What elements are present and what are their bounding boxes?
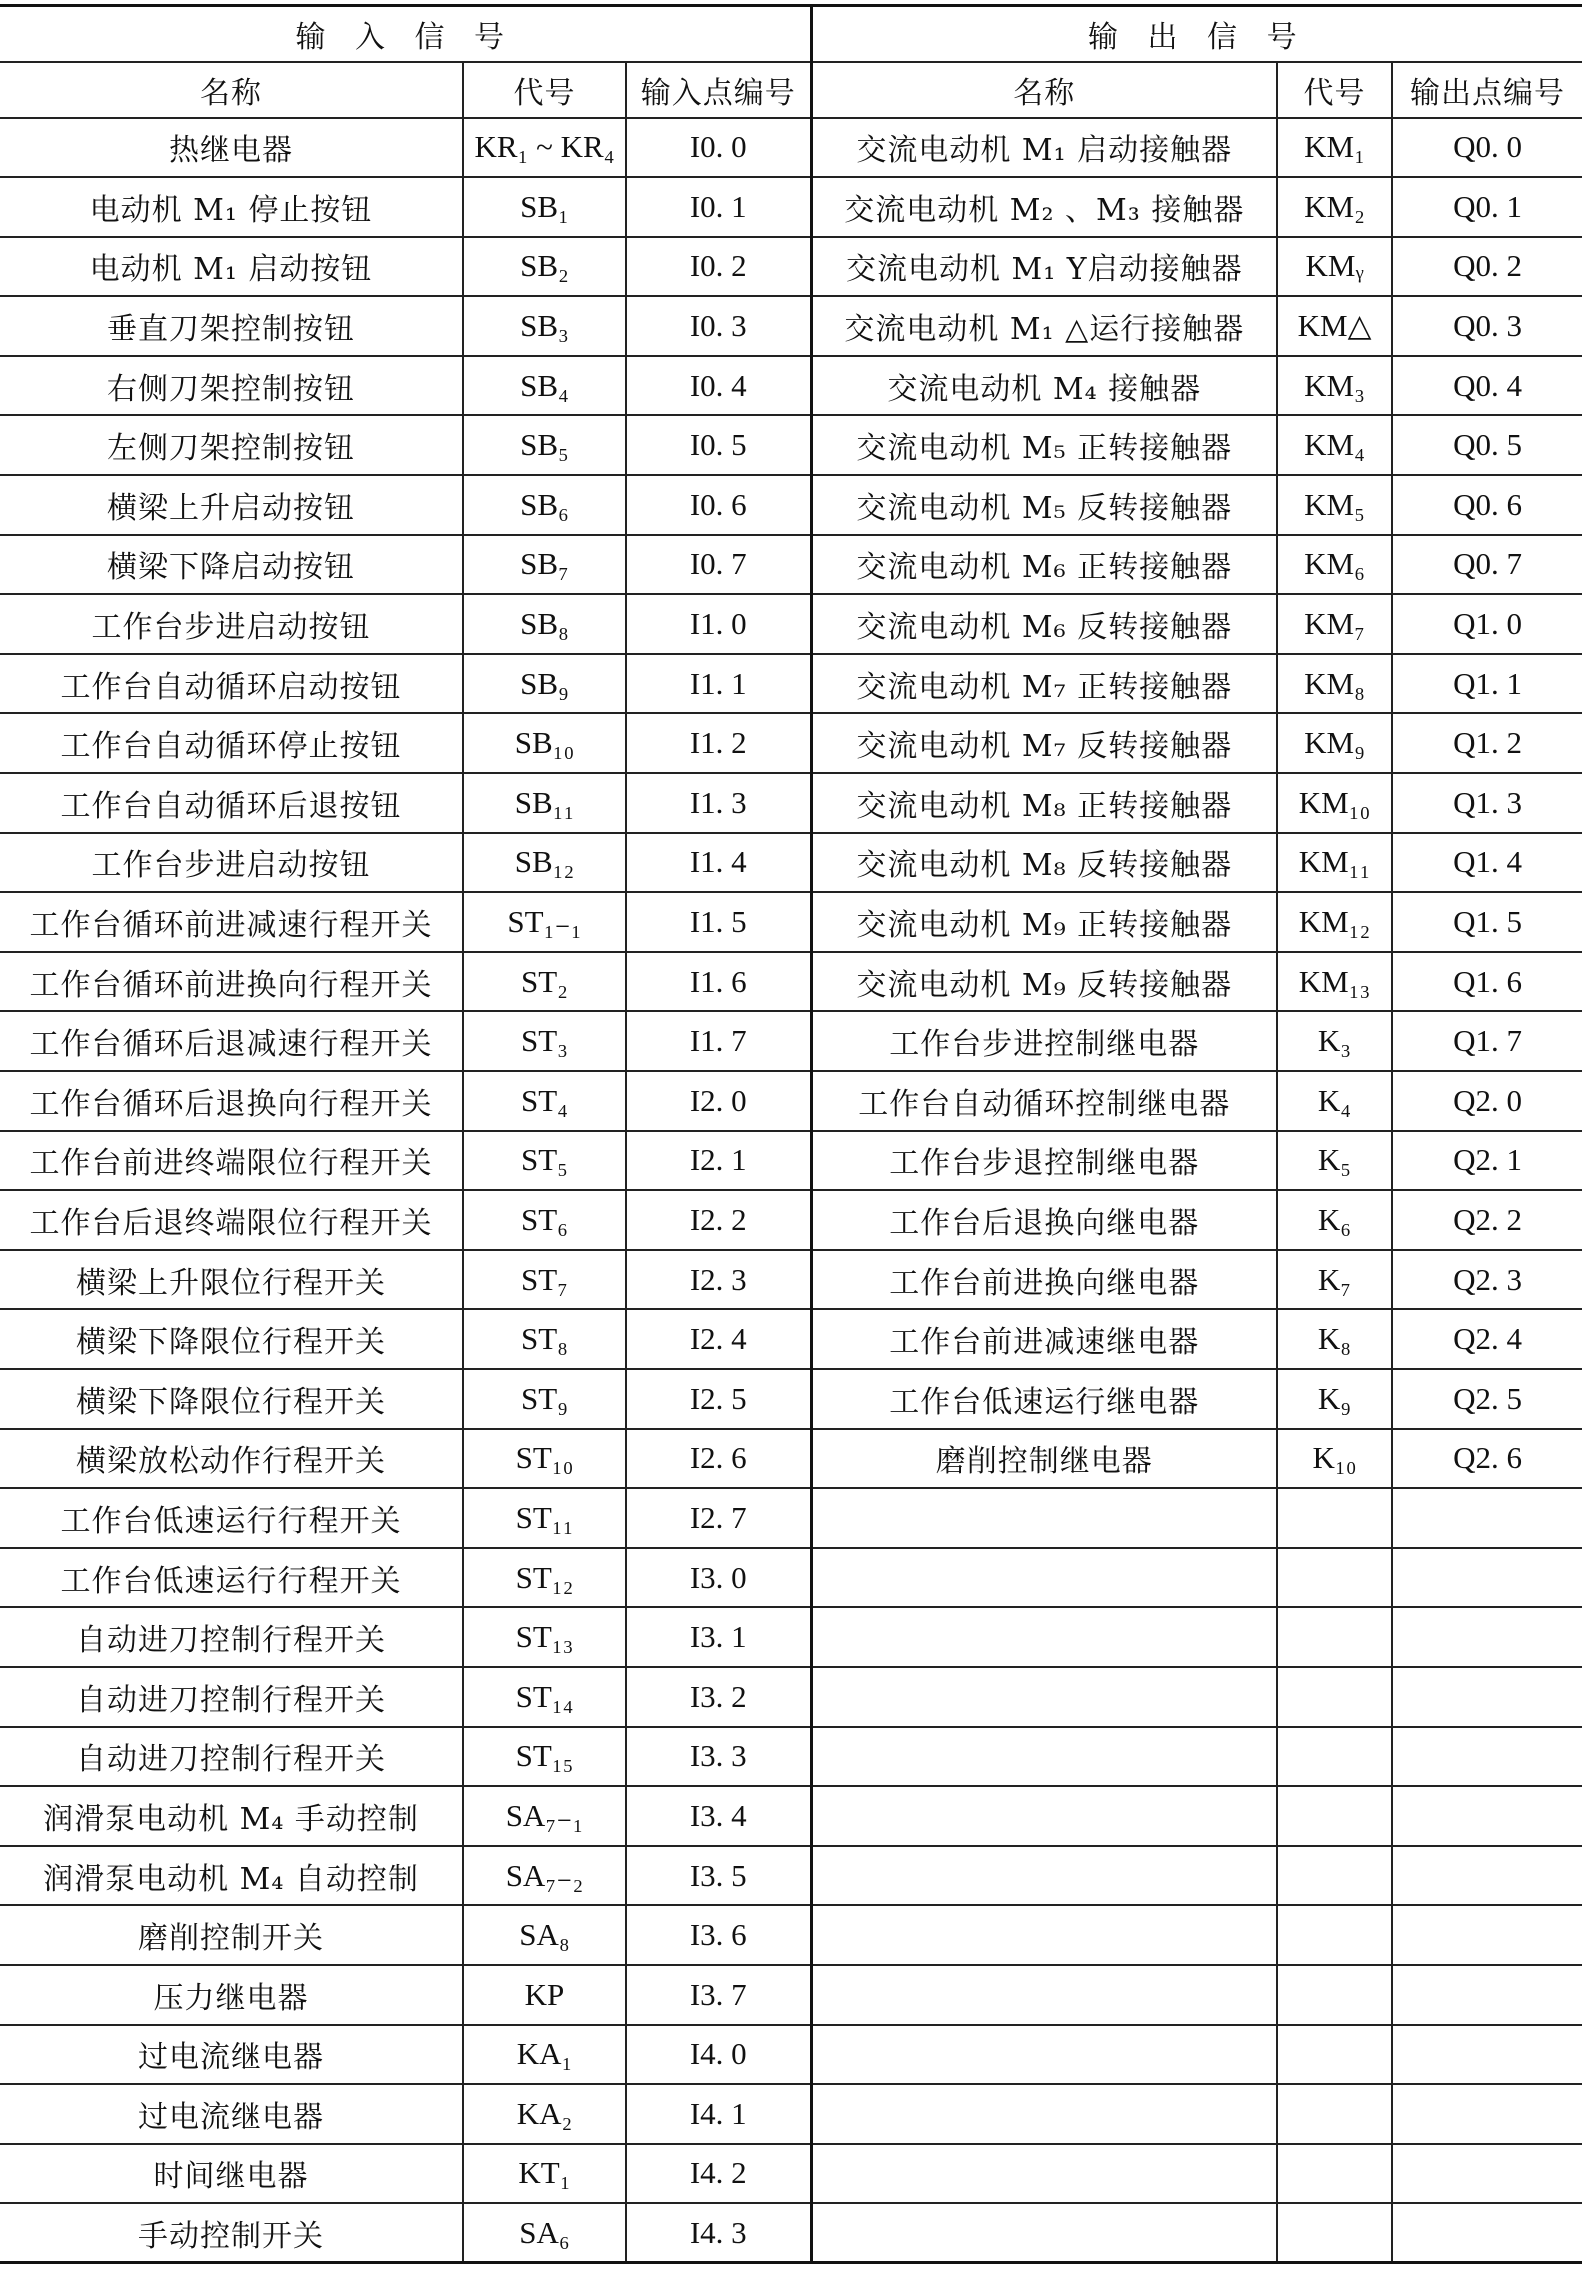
output-code-cell: KM₁₂ (1277, 892, 1392, 952)
input-name-cell: 自动进刀控制行程开关 (0, 1607, 463, 1667)
table-row (0, 1488, 1582, 1548)
input-point-cell: I3. 2 (626, 1667, 811, 1727)
input-name-cell: 横梁下降启动按钮 (0, 535, 463, 595)
input-code-cell: ST₄ (463, 1071, 626, 1131)
output-point-cell (1392, 1786, 1582, 1846)
table-row (0, 2084, 1582, 2144)
output-point-cell: Q0. 6 (1392, 475, 1582, 535)
input-code-cell: ST₁₁ (463, 1488, 626, 1548)
table-row (0, 773, 1582, 833)
input-name-cell: 左侧刀架控制按钮 (0, 415, 463, 475)
input-name-cell: 工作台自动循环启动按钮 (0, 654, 463, 714)
input-name-cell: 工作台步进启动按钮 (0, 833, 463, 893)
group-header-row (0, 6, 1582, 62)
output-code-cell: KM₅ (1277, 475, 1392, 535)
input-point-cell: I0. 3 (626, 296, 811, 356)
input-point-cell: I0. 5 (626, 415, 811, 475)
output-name-cell (811, 1846, 1277, 1906)
output-point-cell: Q0. 5 (1392, 415, 1582, 475)
input-name-cell: 工作台后退终端限位行程开关 (0, 1190, 463, 1250)
input-point-cell: I1. 2 (626, 713, 811, 773)
input-name-cell: 横梁上升限位行程开关 (0, 1250, 463, 1310)
input-code-cell: SB₉ (463, 654, 626, 714)
output-code-cell: KM₈ (1277, 654, 1392, 714)
output-name-cell: 工作台前进换向继电器 (811, 1250, 1277, 1310)
input-code-cell: SA₇₋₂ (463, 1846, 626, 1906)
input-name-cell: 电动机 M₁ 停止按钮 (0, 177, 463, 237)
output-code-cell: K₇ (1277, 1250, 1392, 1310)
input-point-cell: I2. 2 (626, 1190, 811, 1250)
output-code-cell: KM₁₀ (1277, 773, 1392, 833)
input-name-cell: 工作台循环后退减速行程开关 (0, 1011, 463, 1071)
input-code-cell: ST₅ (463, 1131, 626, 1191)
output-point-cell: Q1. 2 (1392, 713, 1582, 773)
output-name-cell: 工作台低速运行继电器 (811, 1369, 1277, 1429)
output-code-cell: K₉ (1277, 1369, 1392, 1429)
output-name-cell (811, 2084, 1277, 2144)
table-row (0, 2203, 1582, 2263)
output-name-cell (811, 1905, 1277, 1965)
input-point-cell: I4. 0 (626, 2025, 811, 2085)
input-point-header: 输入点编号 (626, 62, 811, 118)
output-point-cell (1392, 1667, 1582, 1727)
input-code-cell: SA₈ (463, 1905, 626, 1965)
input-name-cell: 横梁上升启动按钮 (0, 475, 463, 535)
output-name-cell: 交流电动机 M₉ 正转接触器 (811, 892, 1277, 952)
output-point-cell (1392, 1846, 1582, 1906)
output-code-cell (1277, 1488, 1392, 1548)
output-point-cell: Q0. 7 (1392, 535, 1582, 595)
output-name-cell (811, 1488, 1277, 1548)
input-code-cell: SB₁₁ (463, 773, 626, 833)
table-row (0, 1250, 1582, 1310)
output-name-cell (811, 1607, 1277, 1667)
output-point-cell (1392, 1905, 1582, 1965)
output-name-cell: 交流电动机 M₄ 接触器 (811, 356, 1277, 416)
output-code-cell: KM₆ (1277, 535, 1392, 595)
output-name-cell: 交流电动机 M₈ 正转接触器 (811, 773, 1277, 833)
table-row (0, 833, 1582, 893)
table-row (0, 1548, 1582, 1608)
output-point-cell (1392, 1488, 1582, 1548)
output-name-cell (811, 2203, 1277, 2263)
input-name-cell: 电动机 M₁ 启动按钮 (0, 237, 463, 297)
output-code-cell (1277, 1965, 1392, 2025)
input-name-cell: 磨削控制开关 (0, 1905, 463, 1965)
table-row (0, 1786, 1582, 1846)
table-row (0, 1905, 1582, 1965)
output-name-cell: 交流电动机 M₁ 启动接触器 (811, 118, 1277, 178)
input-code-cell: SB₂ (463, 237, 626, 297)
input-point-cell: I3. 6 (626, 1905, 811, 1965)
output-point-cell: Q0. 0 (1392, 118, 1582, 178)
output-name-cell (811, 1786, 1277, 1846)
output-name-cell (811, 2144, 1277, 2204)
input-point-cell: I1. 4 (626, 833, 811, 893)
input-code-cell: SB₄ (463, 356, 626, 416)
input-code-cell: SA₇₋₁ (463, 1786, 626, 1846)
output-point-cell: Q1. 7 (1392, 1011, 1582, 1071)
input-code-cell: KP (463, 1965, 626, 2025)
output-code-cell: K₁₀ (1277, 1429, 1392, 1489)
column-header-row (0, 62, 1582, 118)
output-point-cell (1392, 2025, 1582, 2085)
table-row (0, 1727, 1582, 1787)
output-name-cell: 交流电动机 M₆ 反转接触器 (811, 594, 1277, 654)
output-code-cell: KM₁₃ (1277, 952, 1392, 1012)
input-point-cell: I4. 3 (626, 2203, 811, 2263)
output-code-cell (1277, 2025, 1392, 2085)
output-point-cell: Q1. 4 (1392, 833, 1582, 893)
input-name-cell: 时间继电器 (0, 2144, 463, 2204)
output-point-cell: Q2. 1 (1392, 1131, 1582, 1191)
output-code-cell: K₄ (1277, 1071, 1392, 1131)
output-point-cell: Q2. 3 (1392, 1250, 1582, 1310)
input-group-header: 输 入 信 号 (0, 6, 811, 62)
input-name-cell: 工作台循环前进减速行程开关 (0, 892, 463, 952)
output-name-cell: 交流电动机 M₁ Y启动接触器 (811, 237, 1277, 297)
input-code-cell: ST₈ (463, 1309, 626, 1369)
input-code-cell: ST₁₋₁ (463, 892, 626, 952)
input-point-cell: I2. 4 (626, 1309, 811, 1369)
input-point-cell: I1. 1 (626, 654, 811, 714)
input-code-cell: ST₁₃ (463, 1607, 626, 1667)
output-name-cell: 工作台后退换向继电器 (811, 1190, 1277, 1250)
input-code-cell: ST₂ (463, 952, 626, 1012)
output-group-header: 输 出 信 号 (811, 6, 1582, 62)
table-row (0, 1190, 1582, 1250)
input-point-cell: I0. 6 (626, 475, 811, 535)
input-code-cell: KA₁ (463, 2025, 626, 2085)
table-body (0, 118, 1582, 2263)
table-row (0, 1607, 1582, 1667)
table-row (0, 475, 1582, 535)
input-code-cell: SB₇ (463, 535, 626, 595)
table-row (0, 177, 1582, 237)
table-row (0, 892, 1582, 952)
output-point-cell: Q1. 1 (1392, 654, 1582, 714)
input-code-cell: SA₆ (463, 2203, 626, 2263)
input-point-cell: I2. 5 (626, 1369, 811, 1429)
output-point-cell: Q2. 5 (1392, 1369, 1582, 1429)
input-point-cell: I3. 4 (626, 1786, 811, 1846)
output-name-cell: 交流电动机 M₉ 反转接触器 (811, 952, 1277, 1012)
output-name-cell (811, 1667, 1277, 1727)
input-code-cell: ST₉ (463, 1369, 626, 1429)
input-name-cell: 垂直刀架控制按钮 (0, 296, 463, 356)
output-name-cell: 交流电动机 M₅ 反转接触器 (811, 475, 1277, 535)
output-name-cell: 交流电动机 M₆ 正转接触器 (811, 535, 1277, 595)
input-name-cell: 润滑泵电动机 M₄ 自动控制 (0, 1846, 463, 1906)
input-code-cell: SB₆ (463, 475, 626, 535)
output-name-cell: 交流电动机 M₈ 反转接触器 (811, 833, 1277, 893)
input-code-cell: ST₁₄ (463, 1667, 626, 1727)
table-row (0, 1071, 1582, 1131)
output-name-cell: 交流电动机 M₅ 正转接触器 (811, 415, 1277, 475)
table-row (0, 237, 1582, 297)
output-point-cell (1392, 1965, 1582, 2025)
output-point-cell (1392, 1548, 1582, 1608)
table-row (0, 535, 1582, 595)
output-point-header: 输出点编号 (1392, 62, 1582, 118)
output-name-cell (811, 1548, 1277, 1608)
input-point-cell: I0. 7 (626, 535, 811, 595)
output-code-cell: KM₇ (1277, 594, 1392, 654)
table-row (0, 2144, 1582, 2204)
output-code-cell: KM₁₁ (1277, 833, 1392, 893)
input-code-cell: KR₁ ~ KR₄ (463, 118, 626, 178)
input-code-cell: SB₈ (463, 594, 626, 654)
input-name-header: 名称 (0, 62, 463, 118)
input-name-cell: 润滑泵电动机 M₄ 手动控制 (0, 1786, 463, 1846)
output-point-cell: Q0. 3 (1392, 296, 1582, 356)
input-name-cell: 过电流继电器 (0, 2084, 463, 2144)
input-name-cell: 工作台低速运行行程开关 (0, 1488, 463, 1548)
output-code-cell: K₈ (1277, 1309, 1392, 1369)
input-name-cell: 工作台自动循环停止按钮 (0, 713, 463, 773)
input-code-cell: ST₃ (463, 1011, 626, 1071)
output-name-cell (811, 1965, 1277, 2025)
input-point-cell: I3. 5 (626, 1846, 811, 1906)
input-point-cell: I2. 7 (626, 1488, 811, 1548)
input-name-cell: 工作台低速运行行程开关 (0, 1548, 463, 1608)
output-point-cell: Q2. 6 (1392, 1429, 1582, 1489)
table-row (0, 1011, 1582, 1071)
table-row (0, 654, 1582, 714)
input-code-cell: SB₁₀ (463, 713, 626, 773)
input-code-cell: SB₅ (463, 415, 626, 475)
output-point-cell (1392, 2203, 1582, 2263)
input-code-cell: KT₁ (463, 2144, 626, 2204)
input-point-cell: I3. 1 (626, 1607, 811, 1667)
input-point-cell: I1. 3 (626, 773, 811, 833)
input-point-cell: I1. 7 (626, 1011, 811, 1071)
input-name-cell: 工作台步进启动按钮 (0, 594, 463, 654)
output-name-cell: 交流电动机 M₁ △运行接触器 (811, 296, 1277, 356)
input-name-cell: 工作台循环前进换向行程开关 (0, 952, 463, 1012)
output-code-cell: KM₄ (1277, 415, 1392, 475)
input-name-cell: 自动进刀控制行程开关 (0, 1727, 463, 1787)
output-code-cell (1277, 2144, 1392, 2204)
input-code-cell: KA₂ (463, 2084, 626, 2144)
table-row (0, 1846, 1582, 1906)
table-row (0, 2025, 1582, 2085)
input-point-cell: I0. 4 (626, 356, 811, 416)
table-row (0, 1667, 1582, 1727)
input-name-cell: 工作台前进终端限位行程开关 (0, 1131, 463, 1191)
output-name-cell: 工作台前进减速继电器 (811, 1309, 1277, 1369)
input-point-cell: I3. 7 (626, 1965, 811, 2025)
output-code-cell (1277, 2084, 1392, 2144)
output-code-cell (1277, 1607, 1392, 1667)
output-point-cell (1392, 2084, 1582, 2144)
table-row (0, 1131, 1582, 1191)
input-code-cell: ST₁₂ (463, 1548, 626, 1608)
input-point-cell: I2. 1 (626, 1131, 811, 1191)
table-row (0, 1309, 1582, 1369)
input-point-cell: I2. 3 (626, 1250, 811, 1310)
input-code-cell: SB₁₂ (463, 833, 626, 893)
output-point-cell: Q1. 0 (1392, 594, 1582, 654)
input-point-cell: I2. 0 (626, 1071, 811, 1131)
output-name-cell: 工作台步进控制继电器 (811, 1011, 1277, 1071)
output-point-cell: Q1. 5 (1392, 892, 1582, 952)
input-name-cell: 横梁下降限位行程开关 (0, 1309, 463, 1369)
output-code-cell: KM△ (1277, 296, 1392, 356)
input-name-cell: 横梁下降限位行程开关 (0, 1369, 463, 1429)
table-row (0, 713, 1582, 773)
output-code-cell (1277, 1548, 1392, 1608)
output-name-cell (811, 1727, 1277, 1787)
output-code-cell: KM₉ (1277, 713, 1392, 773)
output-name-cell: 磨削控制继电器 (811, 1429, 1277, 1489)
output-point-cell: Q0. 2 (1392, 237, 1582, 297)
table-row (0, 1429, 1582, 1489)
input-point-cell: I1. 6 (626, 952, 811, 1012)
input-name-cell: 过电流继电器 (0, 2025, 463, 2085)
input-point-cell: I1. 5 (626, 892, 811, 952)
input-point-cell: I2. 6 (626, 1429, 811, 1489)
input-code-header: 代号 (463, 62, 626, 118)
output-code-cell (1277, 2203, 1392, 2263)
output-point-cell: Q2. 0 (1392, 1071, 1582, 1131)
input-code-cell: ST₁₀ (463, 1429, 626, 1489)
output-code-cell (1277, 1846, 1392, 1906)
table-row (0, 415, 1582, 475)
input-point-cell: I0. 0 (626, 118, 811, 178)
output-code-cell (1277, 1727, 1392, 1787)
input-name-cell: 压力继电器 (0, 1965, 463, 2025)
table-row (0, 356, 1582, 416)
output-point-cell: Q2. 2 (1392, 1190, 1582, 1250)
input-code-cell: SB₁ (463, 177, 626, 237)
output-code-cell (1277, 1786, 1392, 1846)
output-point-cell: Q2. 4 (1392, 1309, 1582, 1369)
input-point-cell: I3. 0 (626, 1548, 811, 1608)
table-row (0, 1965, 1582, 2025)
input-point-cell: I0. 2 (626, 237, 811, 297)
input-point-cell: I1. 0 (626, 594, 811, 654)
io-assignment-table (0, 4, 1582, 2264)
input-name-cell: 工作台自动循环后退按钮 (0, 773, 463, 833)
input-point-cell: I3. 3 (626, 1727, 811, 1787)
output-code-cell: KM₂ (1277, 177, 1392, 237)
output-code-cell: KM₁ (1277, 118, 1392, 178)
table-row (0, 952, 1582, 1012)
input-code-cell: SB₃ (463, 296, 626, 356)
input-code-cell: ST₁₅ (463, 1727, 626, 1787)
output-point-cell: Q0. 4 (1392, 356, 1582, 416)
output-point-cell: Q1. 3 (1392, 773, 1582, 833)
input-name-cell: 自动进刀控制行程开关 (0, 1667, 463, 1727)
output-name-cell: 交流电动机 M₇ 反转接触器 (811, 713, 1277, 773)
output-code-cell: K₆ (1277, 1190, 1392, 1250)
output-code-cell (1277, 1905, 1392, 1965)
output-name-cell: 交流电动机 M₇ 正转接触器 (811, 654, 1277, 714)
output-point-cell: Q0. 1 (1392, 177, 1582, 237)
output-name-cell: 工作台步退控制继电器 (811, 1131, 1277, 1191)
output-name-header: 名称 (811, 62, 1277, 118)
input-name-cell: 横梁放松动作行程开关 (0, 1429, 463, 1489)
output-code-cell: KMᵧ (1277, 237, 1392, 297)
output-point-cell: Q1. 6 (1392, 952, 1582, 1012)
output-point-cell (1392, 1607, 1582, 1667)
input-point-cell: I4. 1 (626, 2084, 811, 2144)
input-point-cell: I0. 1 (626, 177, 811, 237)
table-row (0, 296, 1582, 356)
output-name-cell (811, 2025, 1277, 2085)
output-point-cell (1392, 1727, 1582, 1787)
input-name-cell: 手动控制开关 (0, 2203, 463, 2263)
output-code-cell: K₃ (1277, 1011, 1392, 1071)
input-name-cell: 工作台循环后退换向行程开关 (0, 1071, 463, 1131)
output-name-cell: 交流电动机 M₂ 、M₃ 接触器 (811, 177, 1277, 237)
output-code-cell: K₅ (1277, 1131, 1392, 1191)
table-row (0, 1369, 1582, 1429)
output-code-cell: KM₃ (1277, 356, 1392, 416)
output-code-cell (1277, 1667, 1392, 1727)
input-code-cell: ST₆ (463, 1190, 626, 1250)
input-name-cell: 热继电器 (0, 118, 463, 178)
output-name-cell: 工作台自动循环控制继电器 (811, 1071, 1277, 1131)
table-row (0, 594, 1582, 654)
output-code-header: 代号 (1277, 62, 1392, 118)
table-row (0, 118, 1582, 178)
input-name-cell: 右侧刀架控制按钮 (0, 356, 463, 416)
output-point-cell (1392, 2144, 1582, 2204)
input-point-cell: I4. 2 (626, 2144, 811, 2204)
input-code-cell: ST₇ (463, 1250, 626, 1310)
